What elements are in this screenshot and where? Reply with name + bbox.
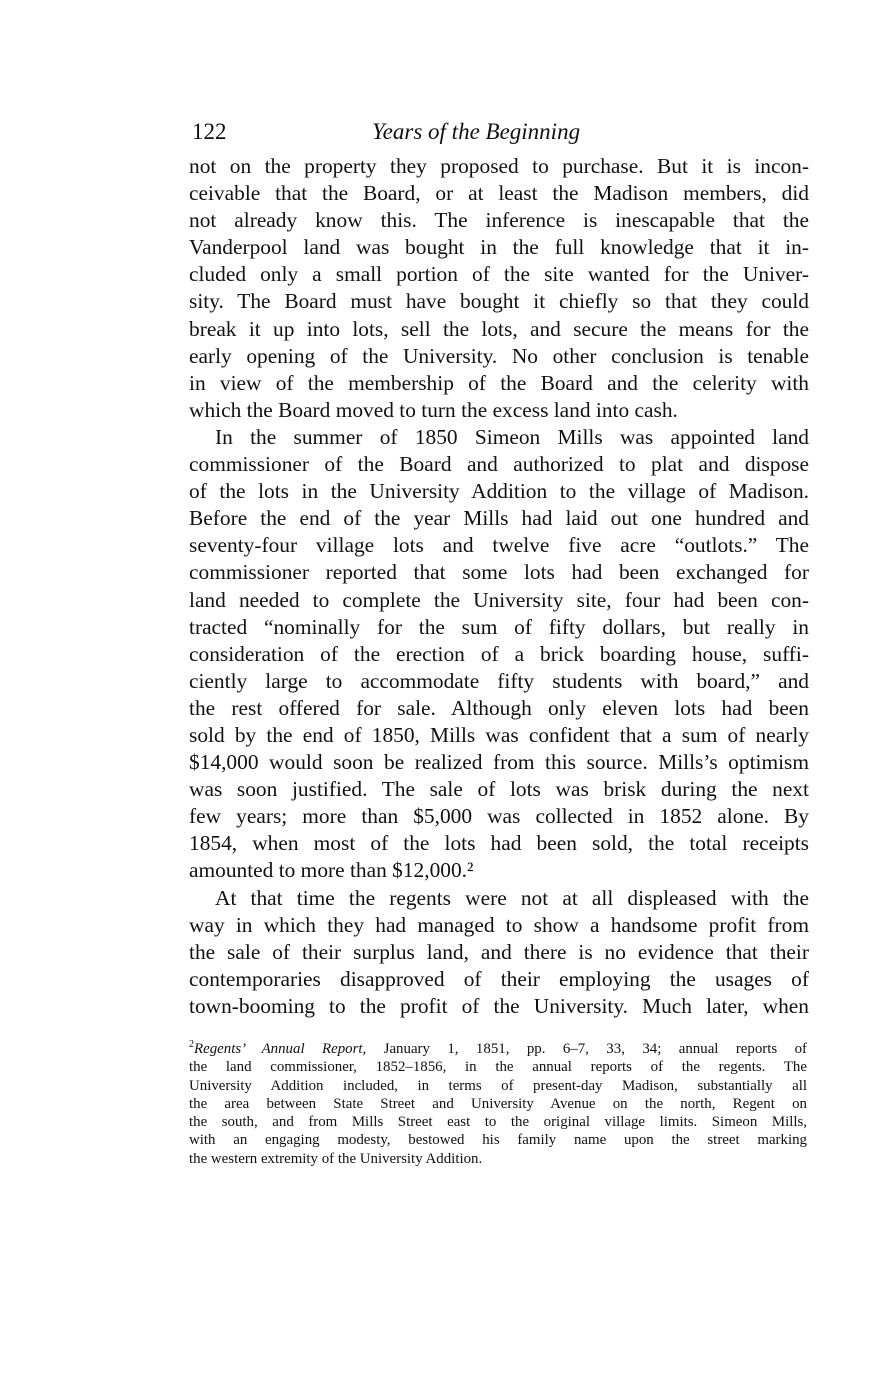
- body-text: [189, 153, 809, 1020]
- footnote-first-line-text: January 1, 1851, pp. 6–7, 33, 34; annual reports of: [366, 1041, 807, 1057]
- text-line: ciently large to accommodate fifty students with board,” and: [189, 668, 809, 693]
- footnote: [189, 1040, 807, 1168]
- footnote-line: the land commissioner, 1852–1856, in the annual reports of the regents. The: [189, 1059, 807, 1076]
- text-line: commissioner of the Board and authorized to plat and dispose: [189, 452, 809, 477]
- text-line: break it up into lots, sell the lots, and secure the means for the: [189, 316, 809, 341]
- text-line: cluded only a small portion of the site wanted for the Univer-: [189, 262, 809, 287]
- text-line: Vanderpool land was bought in the full knowledge that it in-: [189, 235, 809, 260]
- text-line: the rest offered for sale. Although only eleven lots had been: [189, 695, 809, 720]
- text-line: amounted to more than $12,000.²: [189, 858, 474, 883]
- text-line: consideration of the erection of a brick boarding house, suffi-: [189, 641, 809, 666]
- paragraph-3: [189, 885, 809, 1020]
- running-title: Years of the Beginning: [372, 119, 581, 144]
- text-line: sold by the end of 1850, Mills was confident that a sum of nearly: [189, 722, 809, 747]
- text-line: In the summer of 1850 Simeon Mills was appointed land: [215, 424, 809, 449]
- text-line: way in which they had managed to show a handsome profit from: [189, 912, 809, 937]
- text-line: Before the end of the year Mills had laid out one hundred and: [189, 506, 809, 531]
- footnote-line: [189, 1040, 807, 1058]
- footnote-line: with an engaging modesty, bestowed his family name upon the street marking: [189, 1132, 807, 1149]
- text-line: not on the property they proposed to purchase. But it is incon-: [189, 154, 809, 178]
- text-line: At that time the regents were not at all displeased with the: [215, 885, 809, 910]
- paragraph-1: [189, 153, 809, 424]
- text-line: seventy-four village lots and twelve five acre “outlots.” The: [189, 533, 809, 558]
- text-line: of the lots in the University Addition to the village of Madison.: [189, 479, 809, 504]
- footnote-line: University Addition included, in terms of present-day Madison, substantially all: [189, 1077, 807, 1094]
- footnote-source-title: Regents’ Annual Report,: [194, 1041, 367, 1057]
- text-line: not already know this. The inference is inescapable that the: [189, 208, 809, 233]
- text-line: few years; more than $5,000 was collected in 1852 alone. By: [189, 804, 809, 829]
- text-line: the sale of their surplus land, and there is no evidence that their: [189, 939, 809, 964]
- text-line: town-booming to the profit of the University. Much later, when: [189, 993, 809, 1018]
- text-line: which the Board moved to turn the excess land into cash.: [189, 397, 678, 422]
- text-line: sity. The Board must have bought it chiefly so that they could: [189, 289, 809, 314]
- footnote-line: the area between State Street and University Avenue on the north, Regent on: [189, 1095, 807, 1112]
- text-line: was soon justified. The sale of lots was brisk during the next: [189, 777, 809, 802]
- text-line: contemporaries disapproved of their employing the usages of: [189, 966, 809, 991]
- text-line: ceivable that the Board, or at least the Madison members, did: [189, 181, 809, 206]
- text-line: $14,000 would soon be realized from this source. Mills’s optimism: [189, 750, 809, 775]
- running-head: [188, 116, 808, 148]
- text-line: in view of the membership of the Board and the celerity with: [189, 370, 809, 395]
- text-line: tracted “nominally for the sum of fifty dollars, but really in: [189, 614, 809, 639]
- text-line: early opening of the University. No other conclusion is tenable: [189, 343, 809, 368]
- text-line: 1854, when most of the lots had been sold, the total receipts: [189, 831, 809, 856]
- page-number: 122: [192, 119, 227, 144]
- paragraph-2: [189, 424, 809, 885]
- text-line: commissioner reported that some lots had been exchanged for: [189, 560, 809, 585]
- footnote-line: the western extremity of the University Addition.: [189, 1150, 483, 1167]
- footnote-marker: 2: [189, 1039, 194, 1051]
- text-line: land needed to complete the University site, four had been con-: [189, 587, 809, 612]
- footnote-line: the south, and from Mills Street east to the original village limits. Simeon Mills,: [189, 1114, 807, 1131]
